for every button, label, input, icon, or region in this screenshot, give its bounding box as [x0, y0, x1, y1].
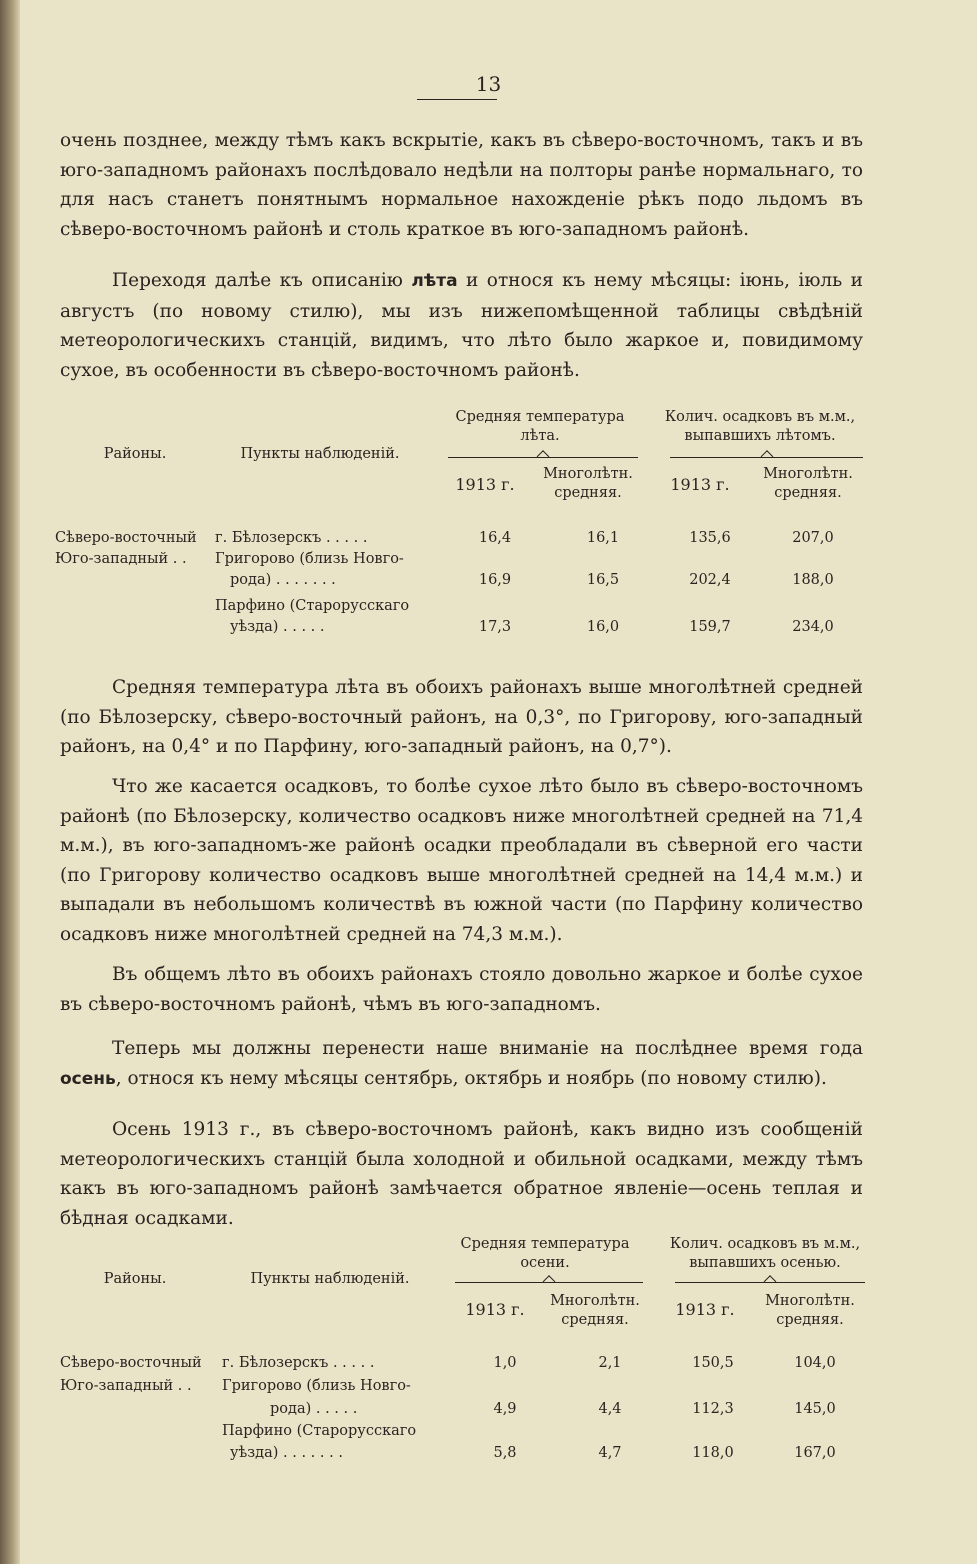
paragraph-5: [60, 960, 863, 1019]
autumn-header-regions: Районы.: [103, 1271, 167, 1287]
autumn-row2-p1913: 112,3: [692, 1401, 734, 1417]
autumn-header-temp: Средняя температура осени.: [460, 1236, 630, 1271]
summer-row2-region: Юго-западный . .: [55, 551, 187, 567]
autumn-row2-tavg: 4,4: [598, 1401, 622, 1417]
summer-header-precip: Колич. осадковъ въ м.м., выпавшихъ лѣтомъ.: [664, 409, 856, 444]
autumn-header-points: Пункты наблюденій.: [250, 1271, 410, 1287]
autumn-row3-point-line1: Парфино (Старорусскаго: [222, 1423, 417, 1439]
autumn-header-year-temp: 1913 г.: [465, 1300, 525, 1319]
summer-header-regions: Районы.: [103, 446, 167, 462]
summer-row1-region: Сѣверо-восточный: [55, 530, 197, 546]
summer-row2-tavg: 16,5: [586, 572, 620, 588]
summer-row1-t1913: 16,4: [478, 530, 512, 546]
autumn-header-year-precip: 1913 г.: [675, 1300, 735, 1319]
autumn-row1-pavg: 104,0: [794, 1355, 836, 1371]
autumn-row3-t1913: 5,8: [493, 1445, 517, 1461]
summer-row2-point-line1: Григорово (близь Новго-: [215, 551, 404, 567]
paragraph-6: [60, 1034, 863, 1094]
summer-row2-pavg: 188,0: [792, 572, 834, 588]
autumn-row3-p1913: 118,0: [692, 1445, 734, 1461]
paragraph-3-text: Средняя температура лѣта въ обоихъ районахъ выше многолѣтней средней (по Бѣлозерску, сѣверо-восточный районъ, на 0,3°, по Григорову, юго-западный районъ, на 0,4° и по Парфину, юго-западный районъ, на 0,7°).: [60, 677, 863, 757]
autumn-table: [55, 1232, 870, 1472]
book-binding-edge: [0, 0, 20, 1564]
autumn-row3-point-line2: уѣзда) . . . . . . .: [230, 1445, 343, 1461]
paragraph-7: [60, 1115, 863, 1233]
autumn-row1-tavg: 2,1: [598, 1355, 622, 1371]
autumn-precip-brace: [675, 1282, 865, 1291]
summer-header-year-precip: 1913 г.: [670, 475, 730, 494]
autumn-header-avg-precip: Многолѣтн. средняя.: [765, 1293, 855, 1328]
summer-row3-t1913: 17,3: [478, 619, 512, 635]
summer-row1-p1913: 135,6: [689, 530, 731, 546]
autumn-row3-tavg: 4,7: [598, 1445, 622, 1461]
summer-row3-tavg: 16,0: [586, 619, 620, 635]
autumn-row1-p1913: 150,5: [692, 1355, 734, 1371]
summer-row2-point-line2: рода) . . . . . . .: [230, 572, 336, 588]
paragraph-2: [60, 266, 863, 385]
paragraph-1: очень позднее, между тѣмъ какъ вскрытіе, какъ въ сѣверо-восточномъ, такъ и въ юго-западномъ районахъ послѣдовало недѣли на полторы ранѣе нормальнаго, то для насъ станетъ понятнымъ нормальное нахожденіе рѣкъ подо льдомъ въ сѣверо-восточномъ районѣ и столь краткое въ юго-западномъ районѣ.: [60, 130, 863, 240]
summer-row3-point-line2: уѣзда) . . . . .: [230, 619, 325, 635]
paragraph-6-text-b: , относя къ нему мѣсяцы сентябрь, октябрь и ноябрь (по новому стилю).: [115, 1067, 827, 1089]
page-number: 13: [475, 72, 502, 96]
summer-row3-pavg: 234,0: [792, 619, 834, 635]
summer-header-avg-temp: Многолѣтн. средняя.: [543, 466, 633, 501]
paragraph-2-text-b: и относя къ нему мѣсяцы: іюнь, іюль и августъ (по новому стилю), мы изъ нижепомѣщенной таблицы свѣдѣній метеорологическихъ станцій, видимъ, что лѣто было жаркое и, повидимому сухое, въ особенности въ сѣверо-восточномъ районѣ.: [60, 270, 863, 381]
summer-table: [55, 405, 870, 640]
paragraph-2-bold: лѣта: [411, 271, 458, 291]
autumn-row1-point: г. Бѣлозерскъ . . . . .: [222, 1355, 375, 1371]
autumn-row2-t1913: 4,9: [493, 1401, 517, 1417]
autumn-row1-t1913: 1,0: [493, 1355, 517, 1371]
summer-row1-tavg: 16,1: [586, 530, 620, 546]
summer-row3-p1913: 159,7: [689, 619, 731, 635]
page-number-rule: [417, 99, 497, 100]
paragraph-5-text: Въ общемъ лѣто въ обоихъ районахъ стояло довольно жаркое и болѣе сухое въ сѣверо-восточномъ районѣ, чѣмъ въ юго-западномъ.: [60, 964, 863, 1015]
summer-row3-point-line1: Парфино (Старорусскаго: [215, 598, 410, 614]
autumn-row2-pavg: 145,0: [794, 1401, 836, 1417]
summer-header-temp: Средняя температура лѣта.: [455, 409, 625, 444]
autumn-header-avg-temp: Многолѣтн. средняя.: [550, 1293, 640, 1328]
autumn-row2-point-line2: рода) . . . . .: [270, 1401, 358, 1417]
paragraph-7-text: Осень 1913 г., въ сѣверо-восточномъ районѣ, какъ видно изъ сообщеній метеорологическихъ станцій была холодной и обильной осадками, между тѣмъ какъ въ юго-западномъ районѣ замѣчается обратное явленіе—осень теплая и бѣдная осадками.: [60, 1119, 863, 1229]
autumn-row1-region: Сѣверо-восточный: [60, 1355, 202, 1371]
paragraph-3: [60, 673, 863, 762]
autumn-row3-pavg: 167,0: [794, 1445, 836, 1461]
summer-row2-p1913: 202,4: [689, 572, 731, 588]
paragraph-2-text-a: Переходя далѣе къ описанію: [112, 270, 412, 291]
paragraph-4-text: Что же касается осадковъ, то болѣе сухое лѣто было въ сѣверо-восточномъ районѣ (по Бѣлозерску, количество осадковъ ниже многолѣтней средней на 71,4 м.м.), въ юго-западномъ-же районѣ осадки преобладали въ сѣверной его части (по Григорову количество осадковъ выше многолѣтней средней на 14,4 м.м.) и выпадали въ небольшомъ количествѣ въ южной части (по Парфину количество осадковъ ниже многолѣтней средней на 74,3 м.м.).: [60, 776, 863, 945]
summer-header-year-temp: 1913 г.: [455, 475, 515, 494]
paragraph-4: [60, 772, 863, 949]
paragraph-6-bold: осень: [60, 1068, 116, 1089]
summer-row1-point: г. Бѣлозерскъ . . . . .: [215, 530, 368, 546]
summer-row2-t1913: 16,9: [478, 572, 512, 588]
autumn-row2-point-line1: Григорово (близь Новго-: [222, 1378, 411, 1394]
autumn-row2-region: Юго-западный . .: [60, 1378, 192, 1394]
summer-row1-pavg: 207,0: [792, 530, 834, 546]
autumn-header-precip: Колич. осадковъ въ м.м., выпавшихъ осенью.: [669, 1236, 861, 1271]
paragraph-6-text-a: Теперь мы должны перенести наше вниманіе на послѣднее время года: [112, 1038, 863, 1059]
summer-header-points: Пункты наблюденій.: [240, 446, 400, 462]
summer-header-avg-precip: Многолѣтн. средняя.: [763, 466, 853, 501]
autumn-temp-brace: [455, 1282, 643, 1291]
